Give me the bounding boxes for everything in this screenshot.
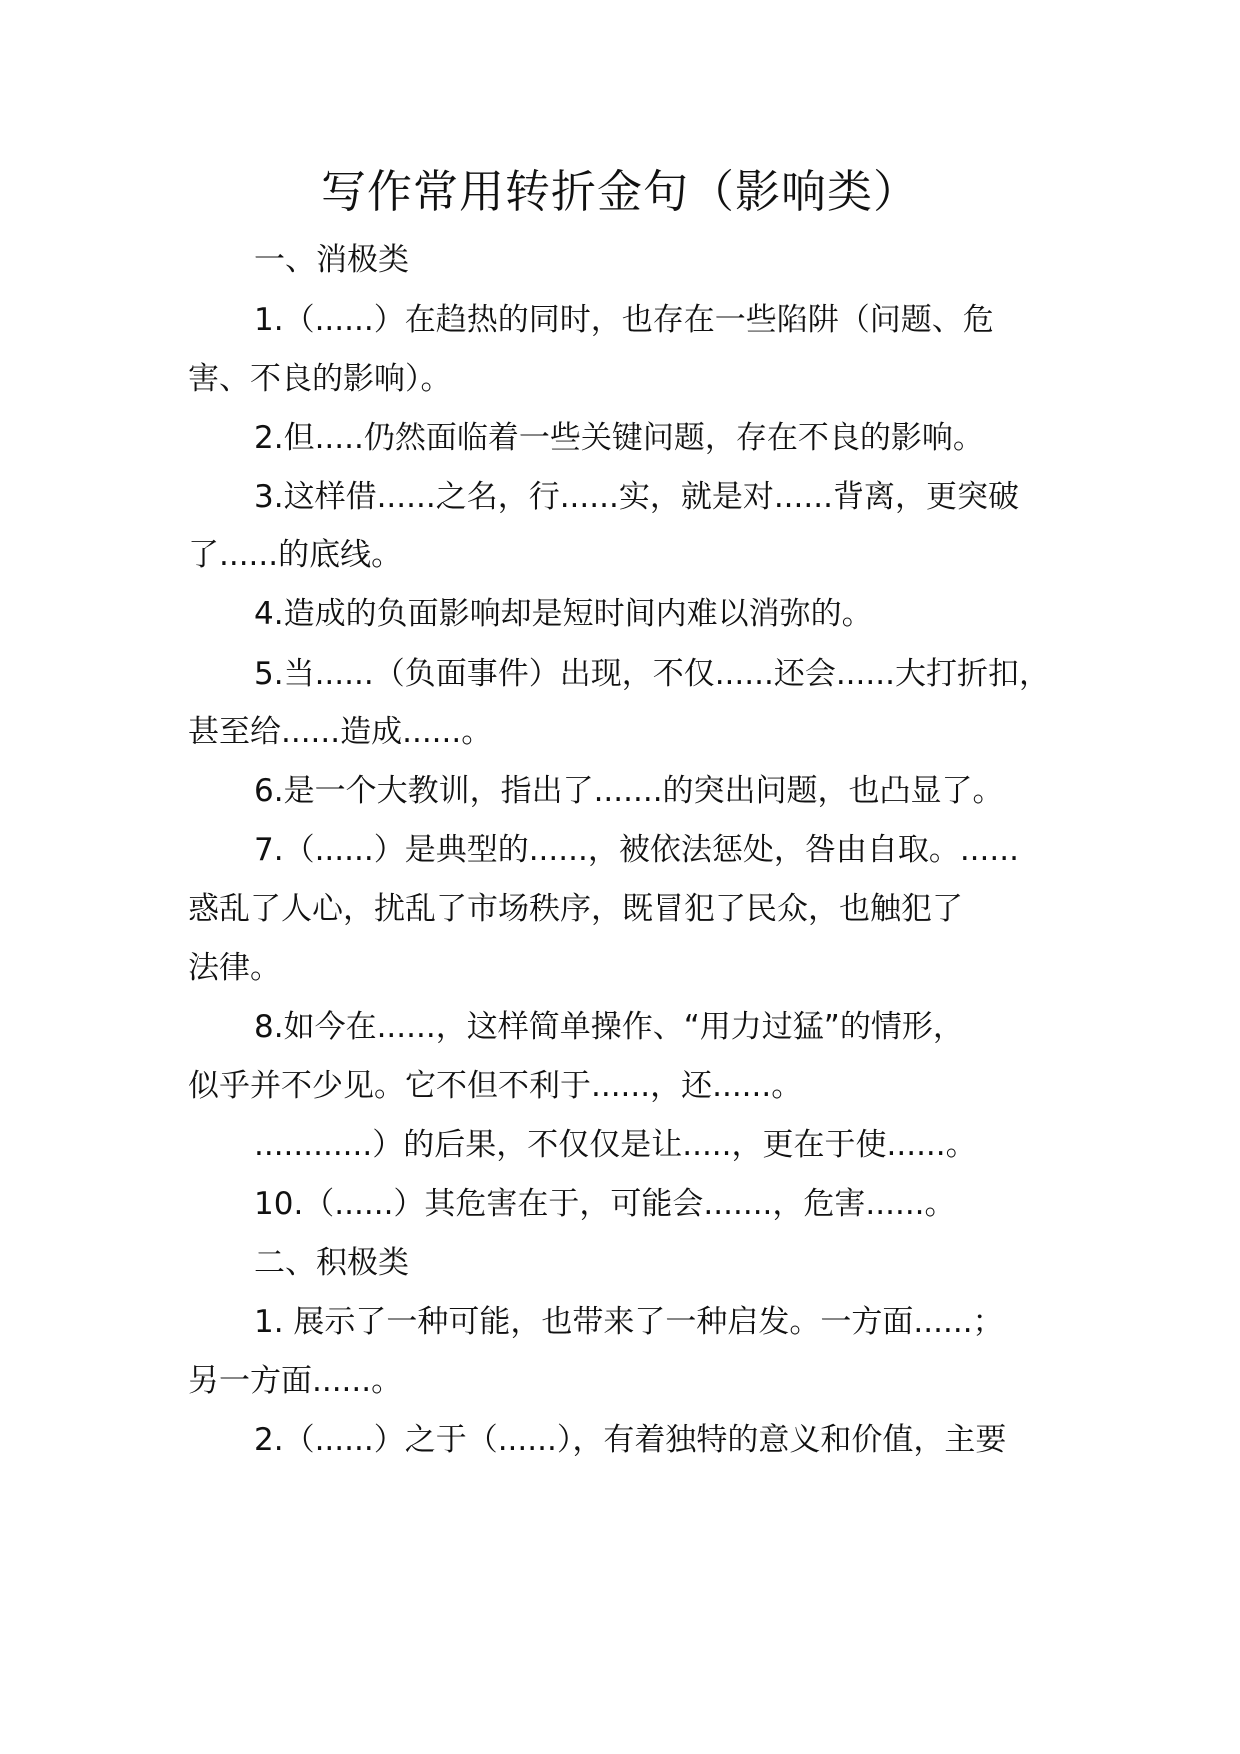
paragraph-line: 似乎并不少见。它不但不利于......，还......。 (188, 1068, 803, 1104)
paragraph-line: 6.是一个大教训，指出了.......的突出问题，也凸显了。 (254, 773, 1004, 809)
paragraph-line: 1. 展示了一种可能，也带来了一种启发。一方面......； (254, 1304, 1004, 1340)
paragraph-line: 2.但.....仍然面临着一些关键问题，存在不良的影响。 (254, 420, 984, 456)
paragraph-line: 了......的底线。 (188, 537, 403, 573)
paragraph-line: 3.这样借......之名，行......实，就是对......背离，更突破 (254, 479, 1019, 515)
paragraph-line: ............）的后果，不仅仅是让.....，更在于使......。 (254, 1127, 977, 1163)
paragraph-line: 8.如今在......，这样简单操作、“用力过猛”的情形， (254, 1009, 964, 1045)
paragraph-line: 另一方面......。 (188, 1363, 403, 1399)
paragraph-line: 害、不良的影响）。 (188, 361, 452, 397)
paragraph-line: 法律。 (188, 950, 281, 986)
paragraph-line: 10.（......）其危害在于，可能会.......，危害......。 (254, 1186, 956, 1222)
section-heading-negative: 一、消极类 (254, 242, 409, 278)
paragraph-line: 5.当......（负面事件）出现，不仅......还会......大打折扣， (254, 656, 1050, 692)
document-title: 写作常用转折金句（影响类） (320, 165, 919, 218)
paragraph-line: 7.（......）是典型的......，被依法惩处，咎由自取。...... (254, 832, 1019, 868)
paragraph-line: 2.（......）之于（......），有着独特的意义和价值，主要 (254, 1422, 1007, 1458)
section-heading-positive: 二、积极类 (254, 1245, 409, 1281)
paragraph-line: 惑乱了人心，扰乱了市场秩序，既冒犯了民众，也触犯了 (188, 891, 963, 927)
paragraph-line: 4.造成的负面影响却是短时间内难以消弥的。 (254, 596, 873, 632)
paragraph-line: 1.（......）在趋热的同时，也存在一些陷阱（问题、危 (254, 302, 994, 338)
paragraph-line: 甚至给......造成......。 (188, 714, 493, 750)
